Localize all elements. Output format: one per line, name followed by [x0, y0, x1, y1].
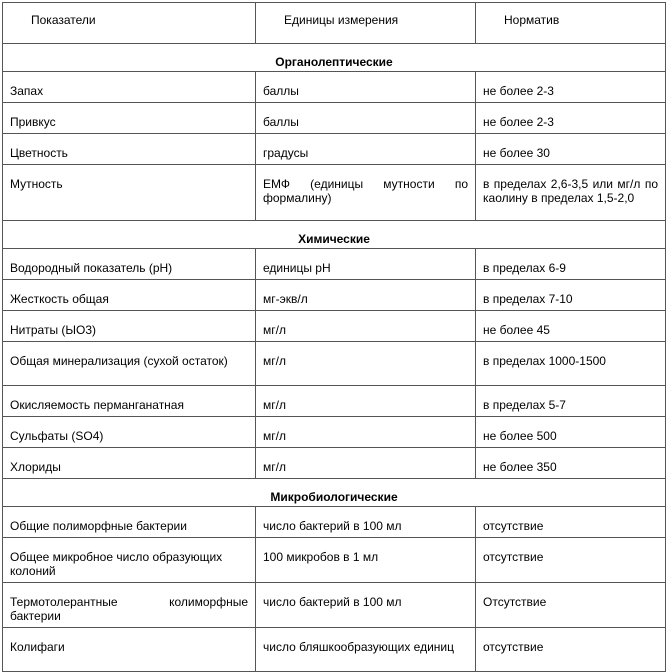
norm-cell: не более 2-3 — [476, 103, 666, 134]
unit-cell: число бактерий в 100 мл — [256, 507, 476, 538]
norm-cell: не более 2-3 — [476, 72, 666, 103]
table-row — [3, 538, 666, 583]
unit-cell: градусы — [256, 134, 476, 165]
section-row-microbiological — [3, 479, 666, 507]
table-row — [3, 448, 666, 479]
norm-cell: не более 500 — [476, 417, 666, 448]
section-row-chemical — [3, 221, 666, 249]
unit-cell: мг/л — [256, 342, 476, 386]
table-row — [3, 134, 666, 165]
norm-cell: в пределах 7-10 — [476, 280, 666, 311]
table-header-row — [3, 3, 666, 44]
norm-cell: не более 350 — [476, 448, 666, 479]
indicator-cell: Запах — [3, 72, 256, 103]
indicator-cell: Общие полиморфные бактерии — [3, 507, 256, 538]
indicator-cell: Сульфаты (SO4) — [3, 417, 256, 448]
section-row-organoleptic — [3, 44, 666, 72]
norm-cell: не более 45 — [476, 311, 666, 342]
indicator-cell: Колифаги — [3, 628, 256, 672]
unit-cell: мг/л — [256, 386, 476, 417]
unit-cell: число бляшкообразующих единиц — [256, 628, 476, 672]
norm-cell: не более 30 — [476, 134, 666, 165]
header-norm: Норматив — [476, 3, 666, 44]
unit-cell: мг/л — [256, 448, 476, 479]
indicator-cell: Водородный показатель (рН) — [3, 249, 256, 280]
table-row — [3, 249, 666, 280]
table-row — [3, 507, 666, 538]
table-row — [3, 311, 666, 342]
norm-cell: отсутствие — [476, 628, 666, 672]
table-row — [3, 417, 666, 448]
norm-cell: отсутствие — [476, 538, 666, 583]
unit-cell: число бактерий в 100 мл — [256, 583, 476, 628]
unit-cell: мг/л — [256, 417, 476, 448]
unit-cell: мг/л — [256, 311, 476, 342]
table-row — [3, 72, 666, 103]
norm-cell: в пределах 5-7 — [476, 386, 666, 417]
unit-cell: единицы рН — [256, 249, 476, 280]
norm-cell: в пределах 6-9 — [476, 249, 666, 280]
table-row — [3, 628, 666, 672]
indicator-cell: Нитраты (ЫО3) — [3, 311, 256, 342]
norm-cell: в пределах 2,6-3,5 или мг/л по каолину в пределах 1,5-2,0 — [476, 165, 666, 221]
indicator-cell: Термотолерантные колиморфные бактерии — [3, 583, 256, 628]
unit-cell: баллы — [256, 72, 476, 103]
header-indicator: Показатели — [3, 3, 256, 44]
water-norms-table-container — [2, 2, 666, 672]
table-row — [3, 342, 666, 386]
norm-cell: в пределах 1000-1500 — [476, 342, 666, 386]
indicator-cell: Общее микробное число образующих колоний — [3, 538, 256, 583]
table-row — [3, 280, 666, 311]
norm-cell: отсутствие — [476, 507, 666, 538]
section-title: Органолептические — [3, 44, 666, 72]
unit-cell: мг-экв/л — [256, 280, 476, 311]
indicator-cell: Привкус — [3, 103, 256, 134]
unit-cell: 100 микробов в 1 мл — [256, 538, 476, 583]
unit-cell: ЕМФ (единицы мутности по формалину) — [256, 165, 476, 221]
unit-cell: баллы — [256, 103, 476, 134]
indicator-cell: Жесткость общая — [3, 280, 256, 311]
indicator-cell: Окисляемость перманганатная — [3, 386, 256, 417]
section-title: Химические — [3, 221, 666, 249]
indicator-cell: Цветность — [3, 134, 256, 165]
table-row — [3, 386, 666, 417]
header-unit: Единицы измерения — [256, 3, 476, 44]
indicator-cell: Мутность — [3, 165, 256, 221]
indicator-cell: Общая минерализация (сухой остаток) — [3, 342, 256, 386]
table-row — [3, 103, 666, 134]
table-row — [3, 583, 666, 628]
water-norms-table — [2, 2, 666, 672]
section-title: Микробиологические — [3, 479, 666, 507]
indicator-cell: Хлориды — [3, 448, 256, 479]
table-row — [3, 165, 666, 221]
norm-cell: Отсутствие — [476, 583, 666, 628]
